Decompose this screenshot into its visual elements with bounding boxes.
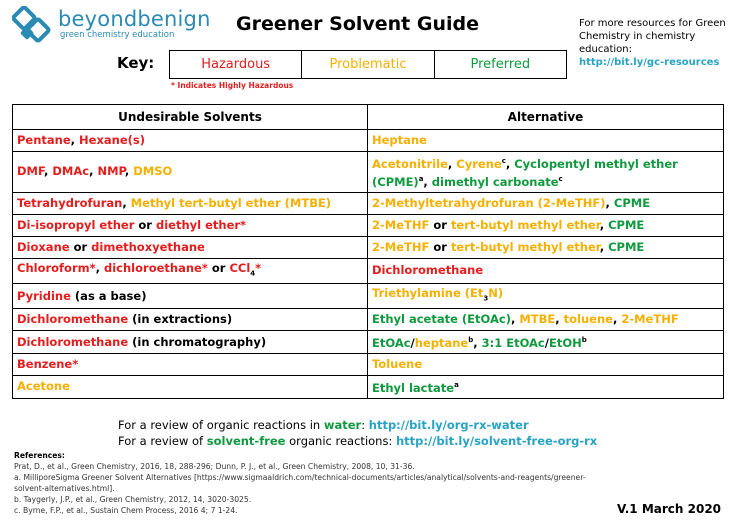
table-header-row xyxy=(13,105,724,130)
solvent-text: , xyxy=(612,312,622,327)
subscript: 3 xyxy=(483,294,489,303)
solvent-text: N) xyxy=(488,285,504,300)
solvent-text: , xyxy=(124,164,134,179)
solvent-text: Tetrahydrofuran xyxy=(17,195,123,210)
solvent-text: , xyxy=(447,156,457,171)
solvent-text: Heptane xyxy=(372,133,427,147)
reference-item: b. Taygerly, J.P., et al., Green Chemistry, 2012, 14, 3020-3025. xyxy=(14,495,252,504)
resources-note xyxy=(579,17,735,69)
solvent-text: Acetone xyxy=(17,379,70,394)
undesirable-solvent-cell xyxy=(13,130,368,152)
solvent-text: (in chromatography) xyxy=(128,334,267,349)
solvent-text: Pentane xyxy=(17,133,71,147)
solvent-text: Chloroform* xyxy=(17,260,96,275)
solvent-text: , xyxy=(423,174,432,189)
review-water-line xyxy=(118,418,529,432)
alternative-solvent-cell xyxy=(368,236,724,258)
undesirable-solvent-cell xyxy=(13,309,368,331)
table-body xyxy=(13,130,724,399)
alternative-solvent-cell xyxy=(368,130,724,152)
solvent-text: CPME xyxy=(613,195,651,210)
table-row xyxy=(13,192,724,214)
table-row xyxy=(13,331,724,354)
table-row xyxy=(13,376,724,399)
undesirable-solvent-cell xyxy=(13,331,368,354)
solvent-text: CPME xyxy=(608,239,645,254)
key-hazardous: Hazardous xyxy=(201,57,271,72)
review-water-keyword: water xyxy=(323,418,362,432)
solvent-text: Methyl tert-butyl ether (MTBE) xyxy=(130,195,332,210)
solvent-text: Ethyl acetate (EtOAc) xyxy=(372,312,511,327)
solvent-text: , xyxy=(510,312,520,327)
column-header-undesirable: Undesirable Solvents xyxy=(13,105,368,130)
solvent-text: , xyxy=(122,195,131,210)
solvent-text: toluene xyxy=(563,312,613,327)
solvent-text: or xyxy=(429,217,451,232)
solvent-text: (in extractions) xyxy=(128,312,233,327)
references xyxy=(14,450,604,516)
resources-text: For more resources for Green Chemistry in chemistry education: xyxy=(579,18,726,55)
alternative-solvent-cell xyxy=(368,152,724,193)
solvent-text: Acetonitrile xyxy=(372,156,448,171)
solvent-text: MTBE xyxy=(519,312,556,327)
solvent-text: Ethyl lactate xyxy=(372,380,455,395)
solvent-text: EtOH xyxy=(548,336,582,351)
alternative-solvent-cell xyxy=(368,214,724,236)
key-problematic: Problematic xyxy=(301,51,433,78)
table-row xyxy=(13,130,724,152)
solvent-text: CCl xyxy=(229,260,251,275)
review-water-link[interactable]: http://bit.ly/org-rx-water xyxy=(368,418,529,432)
review-water-sep: : xyxy=(361,418,369,432)
footnote-marker: a xyxy=(418,174,424,183)
solvent-text: Dichloromethane xyxy=(17,334,129,349)
table-row xyxy=(13,354,724,376)
solvent-text: , xyxy=(505,156,515,171)
solvent-text: DMSO xyxy=(133,164,173,179)
solvent-text: * xyxy=(255,260,262,275)
solvent-text: Dichloromethane xyxy=(372,263,484,278)
solvent-text: 2-MeTHF xyxy=(372,217,430,232)
alternative-solvent-cell xyxy=(368,258,724,283)
resources-link[interactable]: http://bit.ly/gc-resources xyxy=(579,57,720,68)
solvent-text: Benzene* xyxy=(17,357,79,372)
undesirable-solvent-cell xyxy=(13,376,368,399)
solvent-text: , xyxy=(89,164,98,179)
solvent-text: , xyxy=(599,217,609,232)
undesirable-solvent-cell xyxy=(13,258,368,283)
solvent-text: or xyxy=(207,260,230,275)
subscript: 4 xyxy=(250,268,256,277)
solvent-text: Toluene xyxy=(372,357,423,372)
solvent-text: (as a base) xyxy=(70,288,147,303)
table-row xyxy=(13,258,724,283)
references-heading: References: xyxy=(14,451,65,460)
solvent-text: , xyxy=(555,312,564,327)
review-solvent-free-link[interactable]: http://bit.ly/solvent-free-org-rx xyxy=(395,434,598,448)
solvent-text: 3:1 EtOAc xyxy=(481,336,545,351)
solvent-text: Di-isopropyl ether xyxy=(17,217,135,232)
solvent-text: tert-butyl methyl ether xyxy=(450,239,600,254)
table-row xyxy=(13,309,724,331)
beyondbenign-logo-icon xyxy=(12,6,58,48)
solvent-text: DMF xyxy=(17,164,44,179)
solvent-text: , xyxy=(605,195,614,210)
alternative-solvent-cell xyxy=(368,354,724,376)
review-solvent-free-prefix: For a review of xyxy=(118,434,207,448)
undesirable-solvent-cell xyxy=(13,354,368,376)
solvent-text: Triethylamine (Et xyxy=(372,285,484,300)
solvent-text: , xyxy=(95,260,104,275)
solvent-text: dichloroethane* xyxy=(104,260,208,275)
solvent-text: Dichloromethane xyxy=(17,312,129,327)
undesirable-solvent-cell xyxy=(13,236,368,258)
version-label: V.1 March 2020 xyxy=(617,502,722,516)
solvent-text: or xyxy=(69,239,92,254)
footnote-marker: c xyxy=(501,157,506,165)
alternative-solvent-cell xyxy=(368,309,724,331)
solvent-table xyxy=(12,104,724,399)
review-solvent-free-line xyxy=(118,434,597,448)
reference-item: Prat, D., et al., Green Chemistry, 2016, 18, 288-296; Dunn, P. J., et al., Green Chemistry, 2008, 10, 31-36. xyxy=(14,462,415,471)
solvent-text: dimethoxyethane xyxy=(91,239,205,254)
review-solvent-free-mid: organic reactions: xyxy=(285,434,396,448)
brand-name: beyondbenign xyxy=(58,7,211,31)
solvent-text: , xyxy=(599,239,609,254)
review-solvent-free-keyword: solvent-free xyxy=(206,434,286,448)
solvent-text: 2-Methyltetrahydrofuran (2-MeTHF) xyxy=(372,195,606,210)
alternative-solvent-cell xyxy=(368,376,724,399)
solvent-text: heptane xyxy=(414,336,469,351)
review-water-prefix: For a review of organic reactions in xyxy=(118,418,324,432)
solvent-text: , xyxy=(473,336,482,351)
alternative-solvent-cell xyxy=(368,283,724,308)
solvent-text: diethyl ether* xyxy=(155,217,247,232)
solvent-text: or xyxy=(429,239,451,254)
solvent-text: CPME xyxy=(608,217,645,232)
solvent-text: tert-butyl methyl ether xyxy=(450,217,600,232)
solvent-text: 2-MeTHF xyxy=(621,312,679,327)
solvent-text: Pyridine xyxy=(17,288,71,303)
solvent-text: Hexane(s) xyxy=(79,133,145,147)
brand-tagline: green chemistry education xyxy=(60,30,175,40)
key-label: Key: xyxy=(117,54,155,72)
undesirable-solvent-cell xyxy=(13,283,368,308)
footnote-marker: b xyxy=(581,336,587,345)
table-row xyxy=(13,236,724,258)
footnote-marker: c xyxy=(558,174,563,183)
table-row xyxy=(13,214,724,236)
reference-item: a. MilliporeSigma Greener Solvent Alternatives [https://www.sigmaaldrich.com/technical-documents/articles/analytical/solvents-and-reagents/greener-solvent-alternatives.html]. xyxy=(14,473,586,493)
undesirable-solvent-cell xyxy=(13,214,368,236)
table-row xyxy=(13,152,724,193)
solvent-text: EtOAc xyxy=(372,336,411,351)
solvent-text: dimethyl carbonate xyxy=(431,174,559,189)
solvent-text: Cyclopentyl methyl ether (CPME) xyxy=(372,156,678,189)
column-header-alternative: Alternative xyxy=(368,105,724,130)
undesirable-solvent-cell xyxy=(13,192,368,214)
key-preferred: Preferred xyxy=(434,51,566,78)
key-legend xyxy=(169,50,567,79)
highly-hazardous-note: * Indicates Highly Hazardous xyxy=(171,81,294,90)
solvent-text: NMP xyxy=(97,164,125,179)
solvent-text: , xyxy=(44,164,53,179)
alternative-solvent-cell xyxy=(368,331,724,354)
table-row xyxy=(13,283,724,308)
solvent-text: DMAc xyxy=(52,164,90,179)
footnote-marker: b xyxy=(468,336,474,345)
alternative-solvent-cell xyxy=(368,192,724,214)
solvent-text: or xyxy=(134,217,156,232)
reference-item: c. Byrne, F.P., et al., Sustain Chem Process, 2016 4; 7 1-24. xyxy=(14,506,238,515)
undesirable-solvent-cell xyxy=(13,152,368,193)
solvent-text: Cyrene xyxy=(456,156,502,171)
solvent-text: / xyxy=(544,336,549,351)
page-title: Greener Solvent Guide xyxy=(236,13,480,35)
footnote-marker: a xyxy=(454,381,459,390)
solvent-text: 2-MeTHF xyxy=(372,239,430,254)
solvent-text: , xyxy=(70,133,80,147)
solvent-text: / xyxy=(410,336,415,351)
solvent-text: Dioxane xyxy=(17,239,70,254)
